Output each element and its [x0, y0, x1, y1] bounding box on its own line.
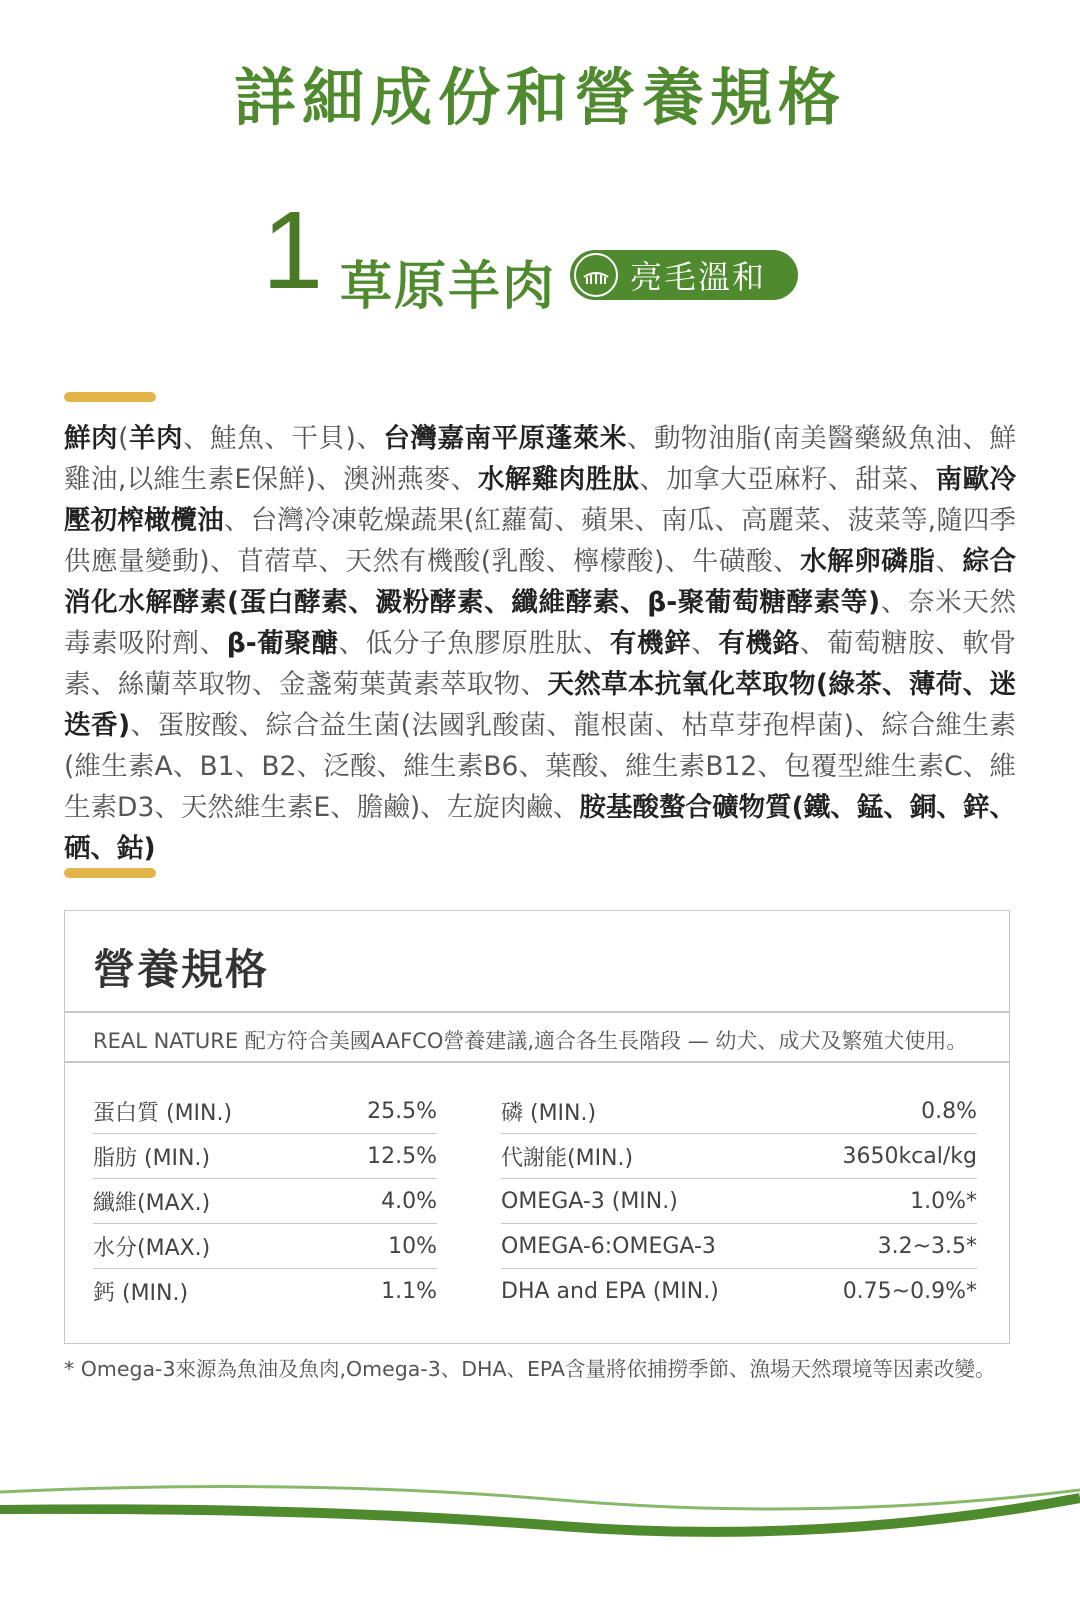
accent-bar — [64, 868, 156, 878]
ingredient-text: 、奈米天然毒素吸附劑、 — [64, 587, 1017, 659]
accent-bar — [64, 392, 156, 402]
ingredient-highlight: 鮮肉 — [64, 423, 119, 454]
spec-value: 1.0%* — [910, 1188, 977, 1214]
spec-row — [501, 1134, 977, 1179]
ingredient-text: 、 — [691, 628, 719, 659]
spec-value: 10% — [388, 1233, 437, 1259]
spec-label: 磷 (MIN.) — [501, 1100, 597, 1126]
nutrition-note: REAL NATURE 配方符合美國AAFCO營養建議,適合各生長階段 — 幼犬、成犬及繁殖犬使用。 — [93, 1029, 968, 1053]
spec-row — [93, 1224, 437, 1269]
spec-row — [501, 1224, 977, 1269]
ingredient-highlight: 水解雞肉胜肽 — [477, 464, 640, 495]
feature-label: 亮毛溫和 — [630, 258, 767, 296]
spec-label: 纖維(MAX.) — [93, 1190, 211, 1216]
ingredient-text: 、低分子魚膠原胜肽、 — [338, 628, 610, 659]
ingredient-highlight: 天然草本抗氧化萃取物(綠茶、薄荷、迷迭香) — [64, 669, 1016, 741]
ingredient-highlight: 有機鉻 — [718, 628, 800, 659]
footnote: * Omega-3來源為魚油及魚肉,Omega-3、DHA、EPA含量將依捕撈季節、漁場天然環境等因素改變。 — [64, 1357, 996, 1381]
ingredient-text: 、 — [935, 546, 963, 577]
spec-label: 鈣 (MIN.) — [93, 1281, 189, 1306]
spec-row — [501, 1089, 977, 1134]
spec-value: 4.0% — [381, 1188, 437, 1214]
spec-value: 1.1% — [381, 1279, 437, 1304]
spec-value: 3.2~3.5* — [877, 1233, 977, 1259]
page-title: 詳細成份和營養規格 — [233, 61, 846, 134]
nutrition-heading: 營養規格 — [93, 945, 270, 994]
spec-label: OMEGA-3 (MIN.) — [501, 1188, 678, 1214]
product-name: 草原羊肉 — [340, 257, 557, 317]
ingredient-highlight: 有機鋅 — [609, 628, 692, 659]
spec-label: 蛋白質 (MIN.) — [93, 1100, 233, 1126]
decorative-wave — [0, 1470, 1080, 1605]
ingredient-text: 、動物油脂(南美醫藥級魚油、鮮雞油,以維生素E保鮮)、澳洲燕麥、 — [64, 423, 1017, 495]
spec-value: 3650kcal/kg — [842, 1143, 977, 1169]
spec-row — [501, 1179, 977, 1224]
spec-column-right — [501, 1089, 977, 1314]
spec-value: 0.75~0.9%* — [842, 1279, 977, 1304]
ingredient-highlight: 台灣嘉南平原蓬萊米 — [383, 423, 627, 454]
ingredient-highlight: 南歐冷壓初榨橄欖油 — [64, 464, 1017, 536]
ingredient-highlight: 綜合消化水解酵素(蛋白酵素、澱粉酵素、纖維酵素、β-聚葡萄糖酵素等) — [64, 546, 1017, 618]
spec-label: OMEGA-6:OMEGA-3 — [501, 1233, 716, 1259]
spec-label: 代謝能(MIN.) — [501, 1145, 634, 1171]
spec-label: 脂肪 (MIN.) — [93, 1145, 211, 1171]
spec-value: 12.5% — [367, 1143, 437, 1169]
feature-badge — [570, 250, 798, 300]
spec-column-left — [93, 1089, 437, 1314]
ingredient-text: 、台灣冷凍乾燥蔬果(紅蘿蔔、蘋果、南瓜、高麗菜、菠菜等,隨四季供應量變動)、苜蓿草、天然有機酸(乳酸、檸檬酸)、牛磺酸、 — [64, 505, 1017, 577]
spec-value: 25.5% — [367, 1098, 437, 1124]
spec-label: 水分(MAX.) — [93, 1235, 211, 1261]
spec-row — [93, 1089, 437, 1134]
ingredient-highlight: 胺基酸螯合礦物質(鐵、錳、銅、鋅、硒、鈷) — [64, 792, 1016, 864]
ingredient-text: 、蛋胺酸、綜合益生菌(法國乳酸菌、龍根菌、枯草芽孢桿菌)、綜合維生素(維生素A、B1、B2、泛酸、維生素B6、葉酸、維生素B12、包覆型維生素C、維生素D3、天然維生素E、膽鹼)、左旋肉鹼、 — [64, 710, 1016, 823]
divider — [65, 1061, 1009, 1063]
ingredient-text: ( — [118, 423, 129, 454]
brush-icon — [574, 253, 618, 297]
ingredient-text: 、加拿大亞麻籽、甜菜、 — [639, 464, 936, 495]
product-number: 1 — [262, 189, 324, 312]
ingredient-highlight: 水解卵磷脂 — [800, 546, 936, 577]
product-header — [262, 189, 862, 318]
spec-label: DHA and EPA (MIN.) — [501, 1279, 719, 1304]
spec-value: 0.8% — [921, 1098, 977, 1124]
ingredient-text: 、葡萄糖胺、軟骨素、絲蘭萃取物、金盞菊葉黃素萃取物、 — [64, 628, 1017, 700]
ingredients-text — [64, 418, 1016, 869]
ingredient-highlight: 羊肉 — [128, 423, 184, 454]
spec-row — [93, 1269, 437, 1314]
spec-row — [93, 1179, 437, 1224]
divider — [65, 1011, 1009, 1013]
spec-row — [501, 1269, 977, 1314]
ingredient-highlight: β-葡聚醣 — [226, 628, 339, 659]
nutrition-table — [64, 910, 1010, 1344]
spec-row — [93, 1134, 437, 1179]
ingredient-text: 、鮭魚、干貝)、 — [183, 423, 384, 454]
